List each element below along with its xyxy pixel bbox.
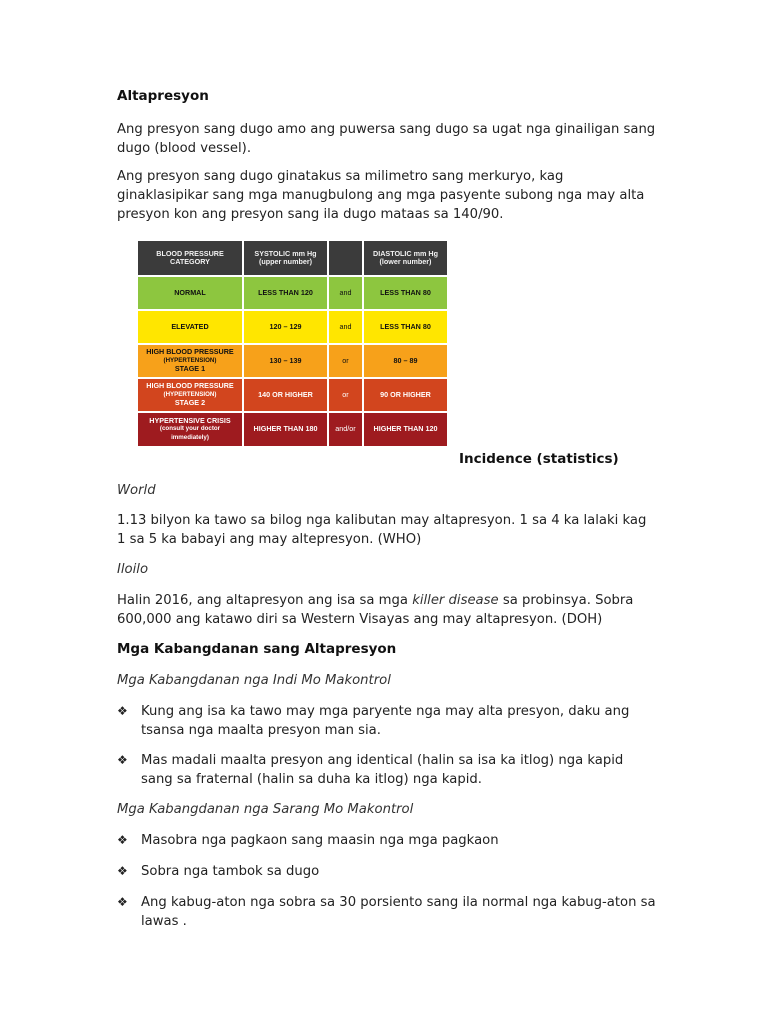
bp-cell-diastolic: LESS THAN 80: [364, 311, 447, 343]
bullet-icon: ❖: [117, 753, 128, 767]
world-paragraph: 1.13 bilyon ka tawo sa bilog nga kalibutan may altapresyon. 1 sa 4 ka lalaki kag 1 sa 5 ka babayi ang may altepresyon. (WHO): [117, 513, 647, 547]
intro-paragraph-1: Ang presyon sang dugo amo ang puwersa sang dugo sa ugat nga ginailigan sang dugo (blood vessel).: [117, 122, 656, 156]
bp-cell-category: ELEVATED: [138, 311, 244, 343]
bullet-icon: ❖: [117, 864, 128, 878]
bp-cell-systolic: 140 OR HIGHER: [244, 379, 329, 411]
bullet-icon: ❖: [117, 704, 128, 718]
uncontrollable-label: Mga Kabangdanan nga Indi Mo Makontrol: [117, 673, 391, 688]
iloilo-paragraph: Halin 2016, ang altapresyon ang isa sa mga killer disease sa probinsya. Sobra 600,000 ang katawo diri sa Western Visayas ang may altapresyon. (DOH): [117, 593, 634, 627]
bp-header-diastolic: DIASTOLIC mm Hg (lower number): [364, 241, 447, 275]
bp-table-header: [138, 241, 447, 275]
bp-cell-conj: and: [329, 311, 364, 343]
bp-cell-conj: and: [329, 277, 364, 309]
bp-row-stage2: [138, 379, 447, 411]
bp-row-elevated: [138, 311, 447, 343]
bp-cell-diastolic: 90 OR HIGHER: [364, 379, 447, 411]
bullet-icon: ❖: [117, 895, 128, 909]
incidence-heading: Incidence (statistics): [459, 451, 619, 467]
bp-cell-category: HYPERTENSIVE CRISIS (consult your doctor immediately): [138, 413, 244, 446]
causes-heading: Mga Kabangdanan sang Altapresyon: [117, 641, 397, 657]
bp-cell-category: HIGH BLOOD PRESSURE (HYPERTENSION) STAGE 2: [138, 379, 244, 411]
bp-cell-diastolic: 80 – 89: [364, 345, 447, 377]
bp-cell-conj: and/or: [329, 413, 364, 446]
page-title: Altapresyon: [117, 88, 209, 104]
world-label: World: [117, 483, 156, 498]
bp-cell-systolic: 120 – 129: [244, 311, 329, 343]
bullet-icon: ❖: [117, 833, 128, 847]
bp-row-stage1: [138, 345, 447, 377]
bp-cell-conj: or: [329, 345, 364, 377]
bp-cell-diastolic: HIGHER THAN 120: [364, 413, 447, 446]
bp-cell-category: HIGH BLOOD PRESSURE (HYPERTENSION) STAGE 1: [138, 345, 244, 377]
bp-cell-category: NORMAL: [138, 277, 244, 309]
blood-pressure-table: [138, 241, 447, 446]
controllable-label: Mga Kabangdanan nga Sarang Mo Makontrol: [117, 802, 414, 817]
bp-header-systolic: SYSTOLIC mm Hg (upper number): [244, 241, 329, 275]
bp-cell-systolic: HIGHER THAN 180: [244, 413, 329, 446]
bp-row-normal: [138, 277, 447, 309]
iloilo-label: Iloilo: [117, 562, 149, 577]
bp-header-blank: [329, 241, 364, 275]
bp-cell-systolic: 130 – 139: [244, 345, 329, 377]
document-page: Altapresyon Ang presyon sang dugo amo ang puwersa sang dugo sa ugat nga ginailigan sang dugo (blood vessel). Ang presyon sang dugo ginatakus sa milimetro sang merkuryo, kag ginaklasipikar sang mga manugbulong ang mga pasyente subong nga may alta presyon kon ang presyon sang ila dugo mataas sa 140/90. BLOOD PRESSURE CATEGORY SYSTOLIC mm Hg (upper number) DIASTOLIC mm Hg (lower number) NORMAL LESS THAN 120 and LESS THAN 80 ELEVATED 120 – 129 and LESS THAN 80 HIGH BLOOD PRESSURE (HYPERTENSION) STAGE 1 130 – 139 or 80 – 89 HIGH BLOOD PRESSURE (HYPERTENSION) STAGE 2 140 OR HIGHER or 90 OR HIGHER HYPERTENSIVE CRISIS (consult your doctor immediately) HIGHER THAN 180 and/or HIGHER THAN 120 Incidence (statistics) World 1.13 bilyon ka tawo sa bilog nga kalibutan may altapresyon. 1 sa 4 ka lalaki kag 1 sa 5 ka babayi ang may altepresyon. (WHO) Iloilo Halin 2016, ang altapresyon ang isa sa mga killer disease sa probinsya. Sobra 600,000 ang katawo diri sa Western Visayas ang may altapresyon. (DOH) Mga Kabangdanan sang Altapresyon Mga Kabangdanan nga Indi Mo Makontrol ❖ Kung ang isa ka tawo may mga paryente nga may alta presyon, daku ang tsansa nga maalta presyon man sia. ❖ Mas madali maalta presyon ang identical (halin sa isa ka itlog) nga kapid sang sa fraternal (halin sa duha ka itlog) nga kapid. Mga Kabangdanan nga Sarang Mo Makontrol ❖ Masobra nga pagkaon sang maasin nga mga pagkaon ❖ Sobra nga tambok sa dugo ❖ Ang kabug-aton nga sobra sa 30 porsiento sang ila normal nga kabug-aton sa lawas .: [117, 88, 656, 929]
bp-header-category: BLOOD PRESSURE CATEGORY: [138, 241, 244, 275]
bp-cell-conj: or: [329, 379, 364, 411]
bp-cell-systolic: LESS THAN 120: [244, 277, 329, 309]
bp-row-crisis: [138, 413, 447, 446]
bp-cell-diastolic: LESS THAN 80: [364, 277, 447, 309]
intro-paragraph-2: Ang presyon sang dugo ginatakus sa milimetro sang merkuryo, kag ginaklasipikar sang mga manugbulong ang mga pasyente subong nga may alta presyon kon ang presyon sang ila dugo mataas sa 140/90.: [117, 169, 645, 222]
